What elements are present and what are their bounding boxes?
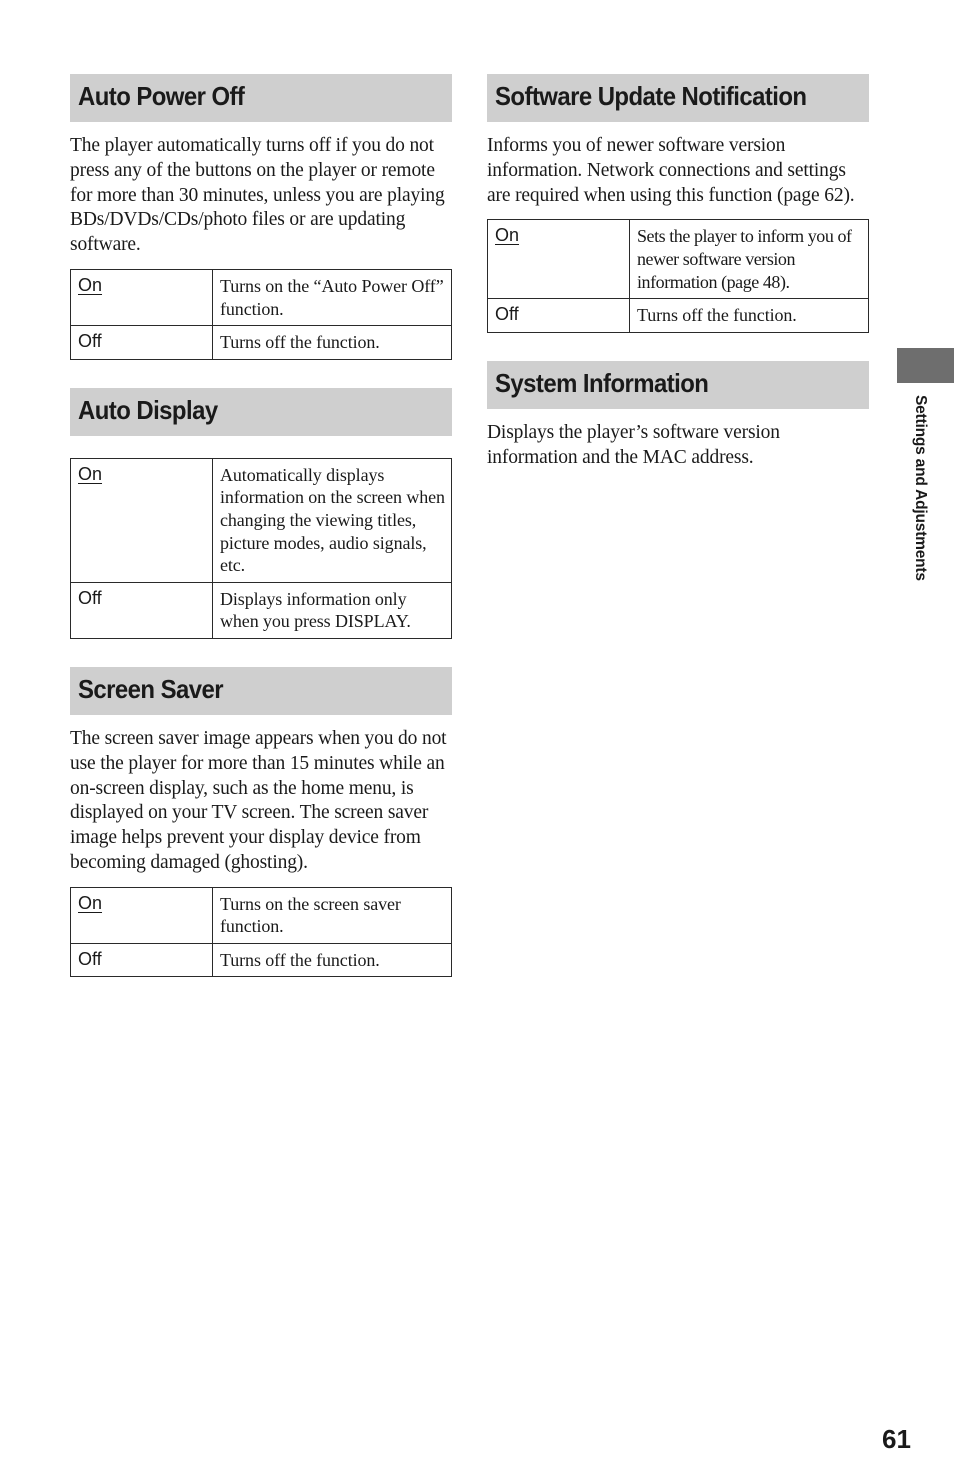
left-column [70,74,452,1005]
section-heading [70,667,452,715]
option-description: Sets the player to inform you of newer software version information (page 48). [630,220,869,299]
right-column [487,74,869,498]
option-name: Off [71,582,213,638]
option-name-label: On [78,274,103,295]
options-table [70,887,452,978]
section-description: Displays the player’s software version information and the MAC address. [487,421,780,468]
section-system-information [487,361,869,471]
section-description: The player automatically turns off if you do not press any of the buttons on the player or remote for more than 30 minutes, unless you are playing BDs/DVDs/CDs/photo files or are updating software. [70,135,445,256]
table-row [71,326,452,360]
section-heading [487,361,869,409]
option-description: Turns off the function. [213,326,452,360]
section-title: Screen Saver [78,673,223,704]
table-row [488,220,869,299]
option-description: Displays information only when you press DISPLAY. [213,582,452,638]
table-row [488,299,869,333]
option-description: Turns off the function. [630,299,869,333]
section-title: Auto Display [78,394,218,425]
option-description: Turns off the function. [213,943,452,977]
options-table [487,219,869,332]
section-auto-display [70,388,452,639]
section-heading [70,388,452,436]
section-title: Software Update Notification [495,81,807,111]
section-description: The screen saver image appears when you do not use the player for more than 15 minutes while an on-screen display, such as the home menu, is displayed on your TV screen. The screen saver image helps prevent your display device from becoming damaged (ghosting). [70,727,447,873]
section-heading [70,74,452,122]
section-software-update-notification [487,74,869,333]
option-name [488,220,630,299]
option-description: Turns on the “Auto Power Off” function. [213,269,452,325]
chapter-side-label [911,395,931,605]
table-row [71,887,452,943]
table-row [71,458,452,582]
page-number: 61 [882,1424,911,1454]
option-name [71,458,213,582]
option-name: Off [71,943,213,977]
option-description: Automatically displays information on the screen when changing the viewing titles, picture modes, audio signals, etc. [213,458,452,582]
option-name [71,887,213,943]
table-row [71,582,452,638]
chapter-tab-marker [897,348,954,383]
option-name-label: On [78,463,103,484]
option-description: Turns on the screen saver function. [213,887,452,943]
option-name-label: On [495,225,520,246]
section-auto-power-off [70,74,452,360]
section-title: System Information [495,367,709,398]
options-table [70,269,452,360]
option-name [71,269,213,325]
section-screen-saver [70,667,452,978]
option-name-label: On [78,892,103,913]
table-row [71,943,452,977]
options-table [70,458,452,639]
table-row [71,269,452,325]
section-title: Auto Power Off [78,81,245,111]
chapter-side-label-text: Settings and Adjustments [912,395,929,581]
section-heading [487,74,869,122]
option-name: Off [71,326,213,360]
option-name: Off [488,299,630,333]
section-description: Informs you of newer software version information. Network connections and settings are required when using this function (page 62). [487,135,855,206]
